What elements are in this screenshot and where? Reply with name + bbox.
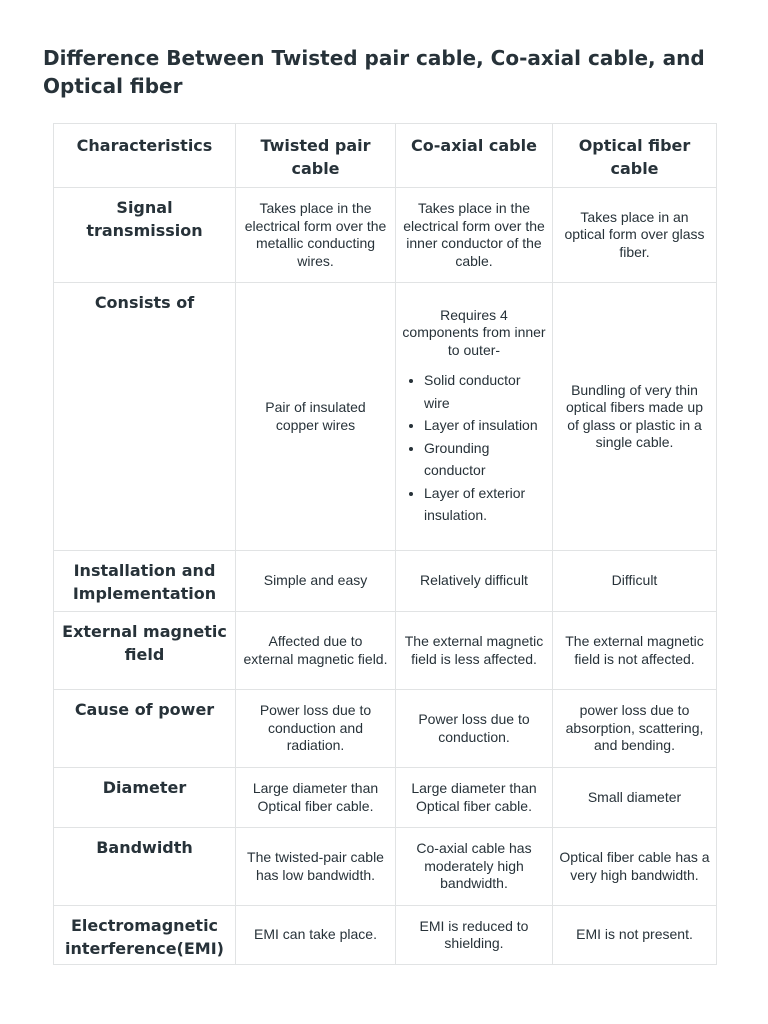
row-label: Signal transmission	[54, 188, 236, 283]
cell-optical-fiber: Optical fiber cable has a very high bandwidth.	[553, 828, 717, 906]
cell-coaxial: Relatively difficult	[396, 551, 553, 612]
list-item: • Solid conductor wire	[424, 369, 546, 414]
list-item: • Layer of insulation	[424, 414, 546, 437]
cell-optical-fiber: EMI is not present.	[553, 906, 717, 965]
cell-optical-fiber: Bundling of very thin optical fibers made up of glass or plastic in a single cable.	[553, 283, 717, 551]
table-row	[54, 188, 717, 283]
comparison-table	[53, 123, 717, 965]
cell-optical-fiber: Difficult	[553, 551, 717, 612]
table-row	[54, 906, 717, 965]
table-row	[54, 283, 717, 551]
cell-coaxial: EMI is reduced to shielding.	[396, 906, 553, 965]
row-label: Electromagnetic interference(EMI)	[54, 906, 236, 965]
row-label: Consists of	[54, 283, 236, 551]
cell-twisted-pair: The twisted-pair cable has low bandwidth.	[236, 828, 396, 906]
cell-coaxial: Large diameter than Optical fiber cable.	[396, 768, 553, 828]
cell-twisted-pair: Pair of insulated copper wires	[236, 283, 396, 551]
page-title: Difference Between Twisted pair cable, Co-axial cable, and Optical fiber	[43, 46, 705, 98]
list-item: • Layer of exterior insulation.	[424, 482, 546, 527]
cell-twisted-pair: Simple and easy	[236, 551, 396, 612]
header-twisted-pair: Twisted pair cable	[236, 124, 396, 188]
cell-twisted-pair: Large diameter than Optical fiber cable.	[236, 768, 396, 828]
table-row	[54, 551, 717, 612]
cell-list-intro: Requires 4 components from inner to outer-	[402, 306, 546, 358]
list-item: • Grounding conductor	[424, 437, 546, 482]
cell-coaxial: Co-axial cable has moderately high bandwidth.	[396, 828, 553, 906]
cell-coaxial: Takes place in the electrical form over the inner conductor of the cable.	[396, 188, 553, 283]
cell-optical-fiber: The external magnetic field is not affected.	[553, 612, 717, 690]
header-optical-fiber: Optical fiber cable	[553, 124, 717, 188]
header-coaxial: Co-axial cable	[396, 124, 553, 188]
table-row	[54, 612, 717, 690]
row-label: Installation and Implementation	[54, 551, 236, 612]
header-characteristics: Characteristics	[54, 124, 236, 188]
row-label: Bandwidth	[54, 828, 236, 906]
component-list	[402, 369, 546, 527]
table-header-row	[54, 124, 717, 188]
cell-coaxial: Power loss due to conduction.	[396, 690, 553, 768]
cell-optical-fiber: Takes place in an optical form over glass fiber.	[553, 188, 717, 283]
table-row	[54, 768, 717, 828]
cell-twisted-pair: EMI can take place.	[236, 906, 396, 965]
row-label: Diameter	[54, 768, 236, 828]
cell-optical-fiber: Small diameter	[553, 768, 717, 828]
cell-twisted-pair: Affected due to external magnetic field.	[236, 612, 396, 690]
cell-coaxial	[396, 283, 553, 551]
table-row	[54, 690, 717, 768]
cell-twisted-pair: Takes place in the electrical form over the metallic conducting wires.	[236, 188, 396, 283]
row-label: External magnetic field	[54, 612, 236, 690]
row-label: Cause of power	[54, 690, 236, 768]
cell-optical-fiber: power loss due to absorption, scattering, and bending.	[553, 690, 717, 768]
cell-coaxial: The external magnetic field is less affected.	[396, 612, 553, 690]
table-row	[54, 828, 717, 906]
cell-twisted-pair: Power loss due to conduction and radiation.	[236, 690, 396, 768]
